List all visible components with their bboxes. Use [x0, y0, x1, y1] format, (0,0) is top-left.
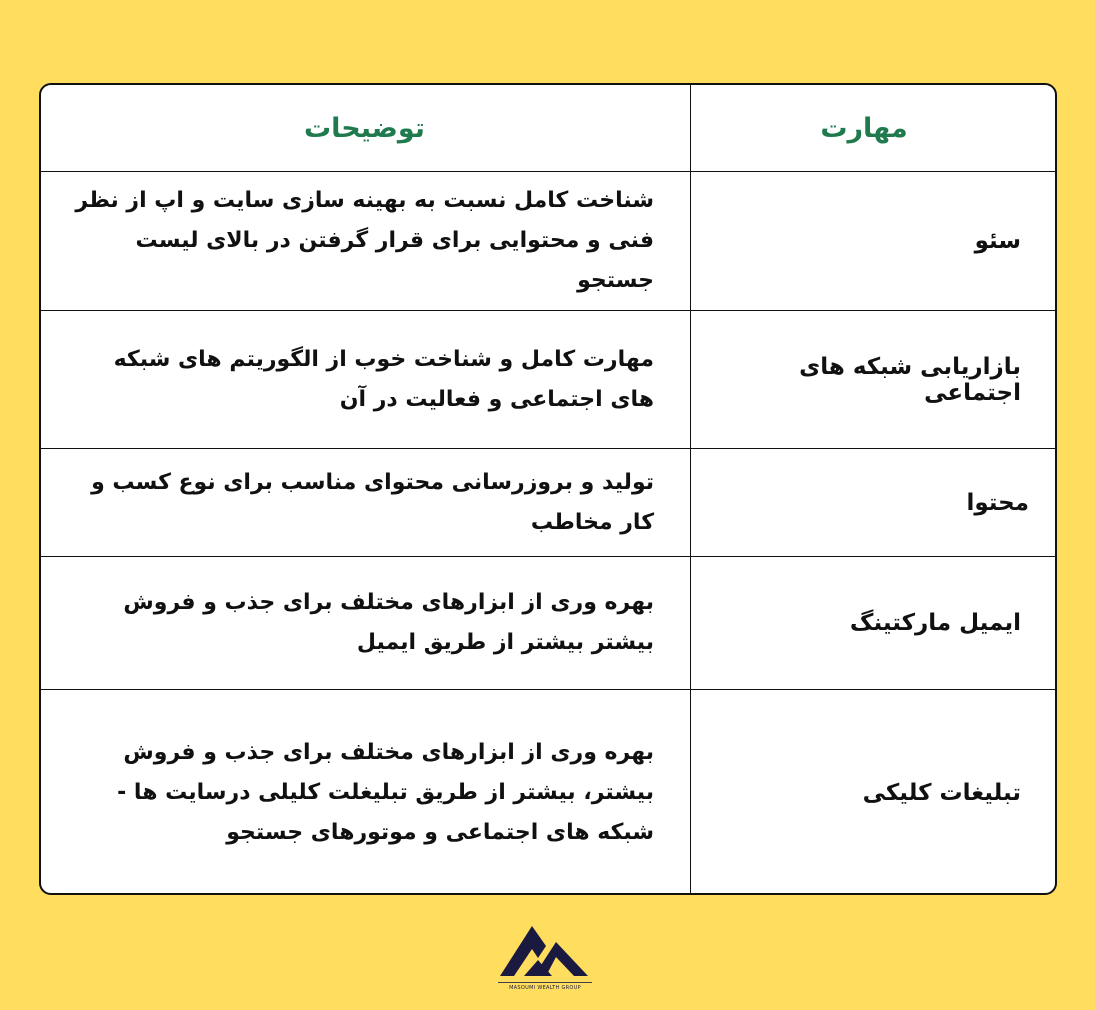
table-row: [41, 556, 1055, 689]
description-cell: [41, 172, 690, 310]
skill-cell: [690, 557, 1057, 689]
table-row: [41, 448, 1055, 556]
header-description-label: توضیحات: [304, 112, 425, 144]
header-skill-label: مهارت: [820, 112, 908, 144]
table-row: [41, 310, 1055, 448]
skill-name: ایمیل مارکتینگ: [849, 610, 1021, 636]
skill-name: محتوا: [966, 489, 1029, 516]
description-text: بهره وری از ابزارهای مختلف برای جذب و فروش بیشتر بیشتر از طریق ایمیل: [123, 590, 654, 655]
table-row: [41, 689, 1055, 895]
company-logo-icon: [494, 920, 596, 994]
skills-table: [39, 83, 1057, 895]
skill-cell: [690, 172, 1057, 310]
description-text: مهارت کامل و شناخت خوب از الگوریتم های شبکه های اجتماعی و فعالیت در آن: [113, 346, 654, 412]
skill-name: تبلیغات کلیکی: [862, 779, 1021, 806]
description-cell: [41, 449, 690, 556]
skill-name: سئو: [974, 228, 1021, 254]
skill-cell: [690, 690, 1057, 895]
description-text: شناخت کامل نسبت به بهینه سازی سایت و اپ از نظر فنی و محتوایی برای قرار گرفتن در بالای لیست جستجو: [75, 188, 654, 293]
header-cell-skill: [690, 85, 1057, 171]
skill-cell: [690, 449, 1057, 556]
header-cell-description: [41, 85, 690, 171]
logo-caption: MASOUMI WEALTH GROUP: [509, 985, 581, 991]
table-header-row: [41, 85, 1055, 171]
description-text: تولید و بروزرسانی محتوای مناسب برای نوع کسب و کار مخاطب: [91, 469, 654, 535]
skill-name: بازاریابی شبکه های اجتماعی: [799, 353, 1021, 406]
description-cell: [41, 557, 690, 689]
description-cell: [41, 311, 690, 448]
description-text: بهره وری از ابزارهای مختلف برای جذب و فروش بیشتر، بیشتر از طریق تبلیغلت کلیلی درسایت ها - شبکه های اجتماعی و موتورهای جستجو: [117, 739, 654, 845]
description-cell: [41, 690, 690, 895]
table-row: [41, 171, 1055, 310]
skill-cell: [690, 311, 1057, 448]
